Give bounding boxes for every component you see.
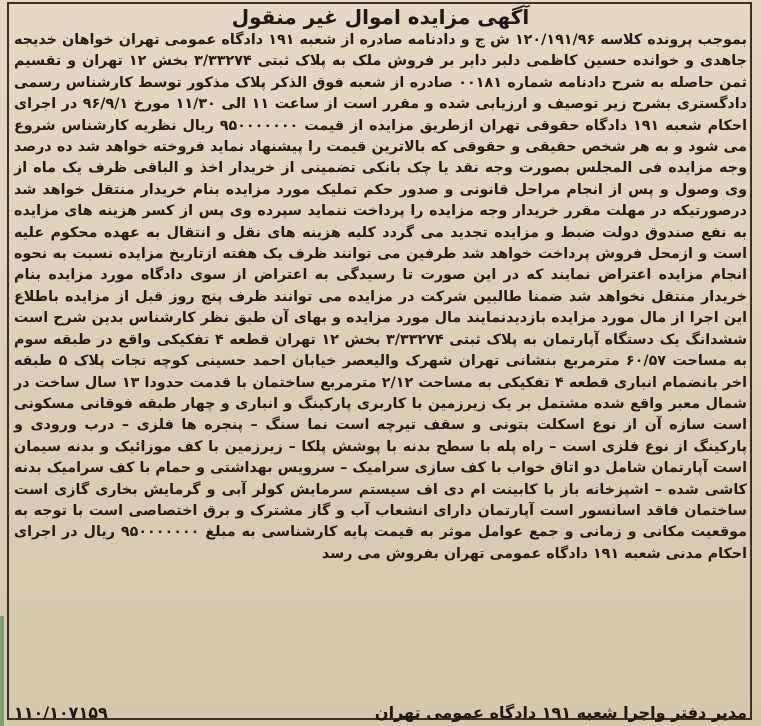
- ad-code: ۱۱۰/۱۰۷۱۵۹: [14, 702, 108, 722]
- notice-footer: [14, 702, 747, 722]
- ink-mark: [0, 616, 22, 726]
- notice-title: آگهی مزایده اموال غیر منقول: [231, 5, 530, 29]
- signature-line: مدیر دفتر واجرا شعبه ۱۹۱ دادگاه عمومی تهران: [374, 702, 747, 722]
- notice-body: بموجب پرونده کلاسه ۱۲۰/۱۹۱/۹۶ ش ج و دادنامه صادره از شعبه ۱۹۱ دادگاه عمومی تهران خواهان خدیجه جاهدی و خوانده حسین کاظمی دلبر دایر بر فروش ملک به پلاک ثبتی ۳/۳۳۲۷۴ بخش ۱۲ تهران و تقسیم ثمن حاصله به شرح دادنامه شماره ۰۰۱۸۱ صادره از شعبه فوق الذکر پلاک مذکور توسط کارشناس رسمی دادگستری بشرح زیر توصیف و ارزیابی شده و مقرر است از ساعت ۱۱ الی ۱۱/۳۰ مورخ ۹۶/۹/۱ در اجرای احکام شعبه ۱۹۱ دادگاه حقوقی تهران ازطریق مزایده از قیمت ۹۵۰۰۰۰۰۰۰ ریال نظریه کارشناس شروع می شود و به هر شخص حقیقی و حقوقی که بالاترین قیمت را پیشنهاد نماید فروخته خواهد شد ده درصد وجه مزایده فی المجلس بصورت وجه نقد یا چک بانکی تضمینی از خریدار اخذ و الباقی ظرف یک ماه از وی وصول و پس از انجام مراحل قانونی و صدور حکم تملیک مورد مزایده بنام خریدار منتقل خواهد شد درصورتیکه در مهلت مقرر خریدار وجه مزایده را پرداخت ننماید سپرده وی پس از کسر هزینه های مزایده به نفع صندوق دولت ضبط و مزایده تجدید می گردد کلیه هزینه های نقل و انتقال به عهده محکوم علیه است و ازمحل فروش پرداخت خواهد شد طرفین می توانند ظرف یک هفته ازتاریخ مزایده نسبت به نحوه انجام مزایده اعتراض نمایند که در این صورت تا رسیدگی به اعتراض از سوی دادگاه مورد مزایده بنام خریدار منتقل نخواهد شد ضمنا طالبین شرکت در مزایده می توانند ظرف پنج روز قبل از مزایده باطلاع این اجرا از مال مورد مزایده بازدیدنمایند مال مورد مزایده و بهای آن طبق نظر کارشناس بدین شرح است ششدانگ یک دستگاه آپارتمان به پلاک ثبتی ۳/۳۳۲۷۴ بخش ۱۲ تهران قطعه ۴ تفکیکی واقع در طبقه سوم به مساحت ۶۰/۵۷ مترمربع بنشانی تهران شهرک والیعصر خیابان احمد حسینی کوچه نجات پلاک ۵ طبقه اخر بانضمام انباری قطعه ۴ تفکیکی به مساحت ۲/۱۲ مترمربع ساختمان با قدمت حدودا ۱۳ سال ساخت در شمال معبر واقع شده مشتمل بر یک زیرزمین با کاربری پارکینگ و انباری و چهار طبقه فوقانی مسکونی است سازه آن از نوع اسکلت بتونی و سقف تیرچه است نما سنگ – پنجره ها فلزی – درب ورودی و پارکینگ از نوع فلزی است – راه پله با سطح بدنه با پوشش پلکا – زیرزمین با کف موزائیک و بدنه سیمان است آپارتمان شامل دو اتاق خواب با کف سازی سرامیک – سرویس بهداشتی و حمام با کف سرامیک بدنه کاشی شده – اشپزخانه باز با کابینت ام دی اف سیستم سرمایش کولر آبی و گرمایش بخاری گازی است ساختمان فاقد اسانسور است آپارتمان دارای انشعاب آب و گاز مشترک و برق اختصاصی است با توجه به موقعیت مکانی و زمانی و جمع عوامل موثر به قیمت پایه کارشناسی به مبلغ ۹۵۰۰۰۰۰۰۰ ریال در اجرای احکام مدنی شعبه ۱۹۱ دادگاه عمومی تهران بفروش می رسد: [14, 32, 748, 562]
